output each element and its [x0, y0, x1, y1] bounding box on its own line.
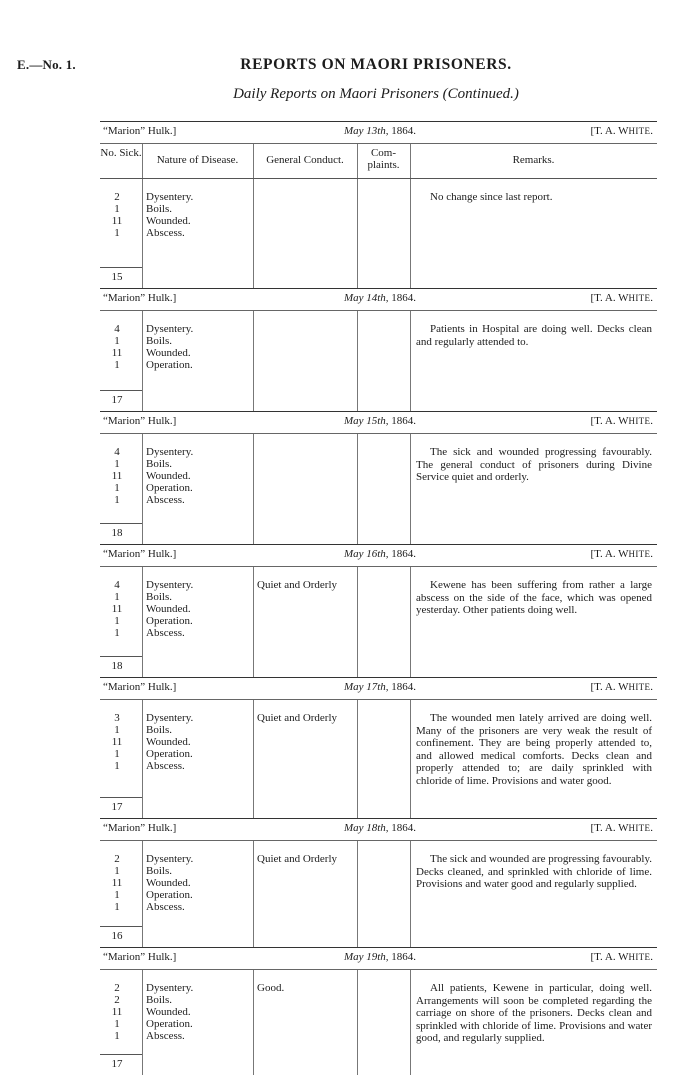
sick-count: 4: [114, 323, 120, 335]
disease-name: Operation.: [146, 748, 193, 760]
sick-count: 1: [114, 1030, 120, 1042]
sick-count: 1: [114, 203, 120, 215]
total-sick: 18: [111, 660, 123, 672]
sick-count: 2: [114, 191, 120, 203]
column-rule: [410, 311, 411, 411]
column-rule: [142, 970, 143, 1075]
sick-count: 1: [114, 748, 120, 760]
report-signature: [T. A. WHITE.: [590, 822, 653, 834]
total-rule: [100, 797, 142, 798]
column-rule: [253, 700, 254, 818]
total-sick: 17: [111, 1058, 123, 1070]
ship-name: “Marion” Hulk.]: [103, 125, 177, 137]
disease-name: Wounded.: [146, 347, 191, 359]
sick-count: 1: [114, 359, 120, 371]
total-rule: [100, 926, 142, 927]
report-header: [100, 411, 657, 434]
disease-name: Wounded.: [146, 1006, 191, 1018]
disease-name: Wounded.: [146, 603, 191, 615]
report-date-year: 1864.: [391, 681, 417, 693]
report-body: [100, 311, 657, 411]
report-date-year: 1864.: [391, 292, 417, 304]
column-rule: [357, 179, 358, 288]
report-signature: [T. A. WHITE.: [590, 415, 653, 427]
column-rule: [142, 434, 143, 544]
disease-name: Wounded.: [146, 877, 191, 889]
report-date-day: May 13th,: [343, 125, 389, 137]
disease-name: Dysentery.: [146, 712, 194, 724]
report-body: [100, 434, 657, 544]
col-remarks: Remarks.: [512, 154, 555, 166]
disease-name: Abscess.: [146, 227, 185, 239]
disease-name: Operation.: [146, 359, 193, 371]
daily-report: [100, 121, 657, 288]
disease-name: Boils.: [146, 203, 172, 215]
total-sick: 17: [111, 801, 123, 813]
ship-name: “Marion” Hulk.]: [103, 292, 177, 304]
disease-name: Abscess.: [146, 1030, 185, 1042]
sick-count: 11: [111, 736, 123, 748]
report-date: [340, 415, 420, 428]
column-headers: [100, 144, 657, 179]
disease-name: Boils.: [146, 994, 172, 1006]
disease-name: Operation.: [146, 889, 193, 901]
remarks-text: The wounded men lately arrived are doing well. Many of the prisoners are very weak the result of confinement. They are being properly attended to, and allowed medical comforts. Decks clean and properly attended to; are daily sprinkled with chloride of lime. Provisions and water good.: [416, 712, 652, 787]
general-conduct: Quiet and Orderly: [257, 712, 338, 724]
total-sick: 15: [111, 271, 123, 283]
sick-count: 1: [114, 627, 120, 639]
remarks-text: Kewene has been suffering from rather a large abscess on the side of the face, which was opened yesterday. Other patients doing well.: [416, 579, 652, 616]
column-rule: [253, 311, 254, 411]
column-rule: [410, 567, 411, 677]
column-rule: [253, 841, 254, 947]
total-rule: [100, 267, 142, 268]
sick-count: 11: [111, 877, 123, 889]
total-sick: 18: [111, 527, 123, 539]
sick-count: 1: [114, 865, 120, 877]
report-body: [100, 700, 657, 818]
general-conduct: Good.: [257, 982, 285, 994]
report-body: [100, 179, 657, 288]
report-date-year: 1864.: [391, 125, 417, 137]
report-date: [340, 681, 420, 694]
report-date-day: May 18th,: [343, 822, 389, 834]
ship-name: “Marion” Hulk.]: [103, 415, 177, 427]
page-header-left: E.—No. 1.: [17, 57, 76, 72]
column-rule: [410, 434, 411, 544]
report-date: [340, 548, 420, 561]
report-signature: [T. A. WHITE.: [590, 951, 653, 963]
report-body: [100, 970, 657, 1075]
reports-table: [100, 121, 657, 1075]
report-body: [100, 841, 657, 947]
disease-name: Boils.: [146, 724, 172, 736]
disease-name: Dysentery.: [146, 446, 194, 458]
daily-report: [100, 818, 657, 947]
column-rule: [253, 970, 254, 1075]
disease-name: Abscess.: [146, 627, 185, 639]
sick-count: 11: [111, 470, 123, 482]
sick-count: 1: [114, 458, 120, 470]
disease-name: Boils.: [146, 591, 172, 603]
sick-count: 1: [114, 494, 120, 506]
col-no-sick: No. Sick.: [100, 147, 142, 159]
report-date: [340, 822, 420, 835]
disease-name: Wounded.: [146, 470, 191, 482]
general-conduct: Quiet and Orderly: [257, 853, 338, 865]
column-rule: [142, 700, 143, 818]
report-date-day: May 16th,: [343, 548, 389, 560]
total-rule: [100, 1054, 142, 1055]
disease-name: Dysentery.: [146, 579, 194, 591]
sick-count: 4: [114, 446, 120, 458]
remarks-text: Patients in Hospital are doing well. Decks clean and regularly attended to.: [416, 323, 652, 348]
sick-count: 11: [111, 215, 123, 227]
ship-name: “Marion” Hulk.]: [103, 681, 177, 693]
report-body: [100, 567, 657, 677]
sick-count: 1: [114, 482, 120, 494]
total-rule: [100, 523, 142, 524]
daily-report: [100, 544, 657, 677]
disease-name: Abscess.: [146, 901, 185, 913]
report-date: [340, 125, 420, 138]
report-signature: [T. A. WHITE.: [590, 681, 653, 693]
disease-name: Dysentery.: [146, 853, 194, 865]
remarks-text: The sick and wounded are progressing favourably. Decks cleaned, and sprinkled with chloride of lime. Provisions and water good and regularly supplied.: [416, 853, 652, 890]
ship-name: “Marion” Hulk.]: [103, 822, 177, 834]
sick-count: 11: [111, 603, 123, 615]
sick-count: 2: [114, 994, 120, 1006]
daily-report: [100, 411, 657, 544]
column-rule: [142, 311, 143, 411]
report-date-day: May 17th,: [343, 681, 389, 693]
disease-name: Dysentery.: [146, 982, 194, 994]
disease-name: Boils.: [146, 458, 172, 470]
report-date-year: 1864.: [391, 548, 417, 560]
report-signature: [T. A. WHITE.: [590, 548, 653, 560]
disease-name: Boils.: [146, 865, 172, 877]
column-rule: [410, 700, 411, 818]
disease-name: Operation.: [146, 482, 193, 494]
report-date: [340, 951, 420, 964]
sick-count: 2: [114, 982, 120, 994]
report-date-day: May 19th,: [343, 951, 389, 963]
report-header: [100, 818, 657, 841]
column-rule: [410, 179, 411, 288]
disease-name: Operation.: [146, 615, 193, 627]
column-rule: [142, 841, 143, 947]
sick-count: 1: [114, 724, 120, 736]
ship-name: “Marion” Hulk.]: [103, 951, 177, 963]
column-rule: [142, 567, 143, 677]
sick-count: 1: [114, 615, 120, 627]
report-date-year: 1864.: [391, 951, 417, 963]
sick-count: 1: [114, 901, 120, 913]
report-header: [100, 288, 657, 311]
disease-name: Wounded.: [146, 215, 191, 227]
sick-count: 3: [114, 712, 120, 724]
sick-count: 1: [114, 1018, 120, 1030]
column-rule: [357, 434, 358, 544]
page-title: REPORTS ON MAORI PRISONERS.: [240, 56, 512, 73]
daily-report: [100, 677, 657, 818]
disease-name: Abscess.: [146, 760, 185, 772]
remarks-text: All patients, Kewene in particular, doing well. Arrangements will soon be completed regarding the carriage on shore of the prisoners. Decks clean and sprinkled with chloride of lime. Provisions and water good, and regularly supplied.: [416, 982, 652, 1044]
report-date-year: 1864.: [391, 822, 417, 834]
report-header: [100, 544, 657, 567]
page-subtitle: Daily Reports on Maori Prisoners (Continued.): [233, 86, 519, 102]
column-rule: [357, 311, 358, 411]
report-date: [340, 292, 420, 305]
disease-name: Boils.: [146, 335, 172, 347]
disease-name: Operation.: [146, 1018, 193, 1030]
sick-count: 1: [114, 889, 120, 901]
general-conduct: Quiet and Orderly: [257, 579, 338, 591]
total-rule: [100, 656, 142, 657]
sick-count: 11: [111, 347, 123, 359]
report-date-year: 1864.: [391, 415, 417, 427]
col-complaints: Com- plaints.: [367, 147, 400, 171]
ship-name: “Marion” Hulk.]: [103, 548, 177, 560]
sick-count: 2: [114, 853, 120, 865]
column-rule: [253, 567, 254, 677]
sick-count: 1: [114, 335, 120, 347]
column-rule: [410, 841, 411, 947]
column-rule: [410, 970, 411, 1075]
sick-count: 1: [114, 227, 120, 239]
report-date-day: May 14th,: [343, 292, 389, 304]
disease-name: Abscess.: [146, 494, 185, 506]
report-header: [100, 121, 657, 144]
column-rule: [253, 434, 254, 544]
report-date-day: May 15th,: [343, 415, 389, 427]
disease-name: Wounded.: [146, 736, 191, 748]
sick-count: 1: [114, 760, 120, 772]
col-nature: Nature of Disease.: [156, 154, 239, 166]
col-conduct: General Conduct.: [266, 154, 344, 166]
total-rule: [100, 390, 142, 391]
report-header: [100, 677, 657, 700]
remarks-text: No change since last report.: [430, 191, 553, 203]
column-rule: [253, 179, 254, 288]
remarks-text: The sick and wounded progressing favourably. The general conduct of prisoners during Divine Service quiet and orderly.: [416, 446, 652, 483]
column-rule: [142, 179, 143, 288]
report-header: [100, 947, 657, 970]
report-signature: [T. A. WHITE.: [590, 125, 653, 137]
disease-name: Dysentery.: [146, 323, 194, 335]
sick-count: 4: [114, 579, 120, 591]
sick-count: 11: [111, 1006, 123, 1018]
sick-count: 1: [114, 591, 120, 603]
disease-name: Dysentery.: [146, 191, 194, 203]
daily-report: [100, 947, 657, 1075]
daily-report: [100, 288, 657, 411]
total-sick: 17: [111, 394, 123, 406]
total-sick: 16: [111, 930, 123, 942]
report-signature: [T. A. WHITE.: [590, 292, 653, 304]
